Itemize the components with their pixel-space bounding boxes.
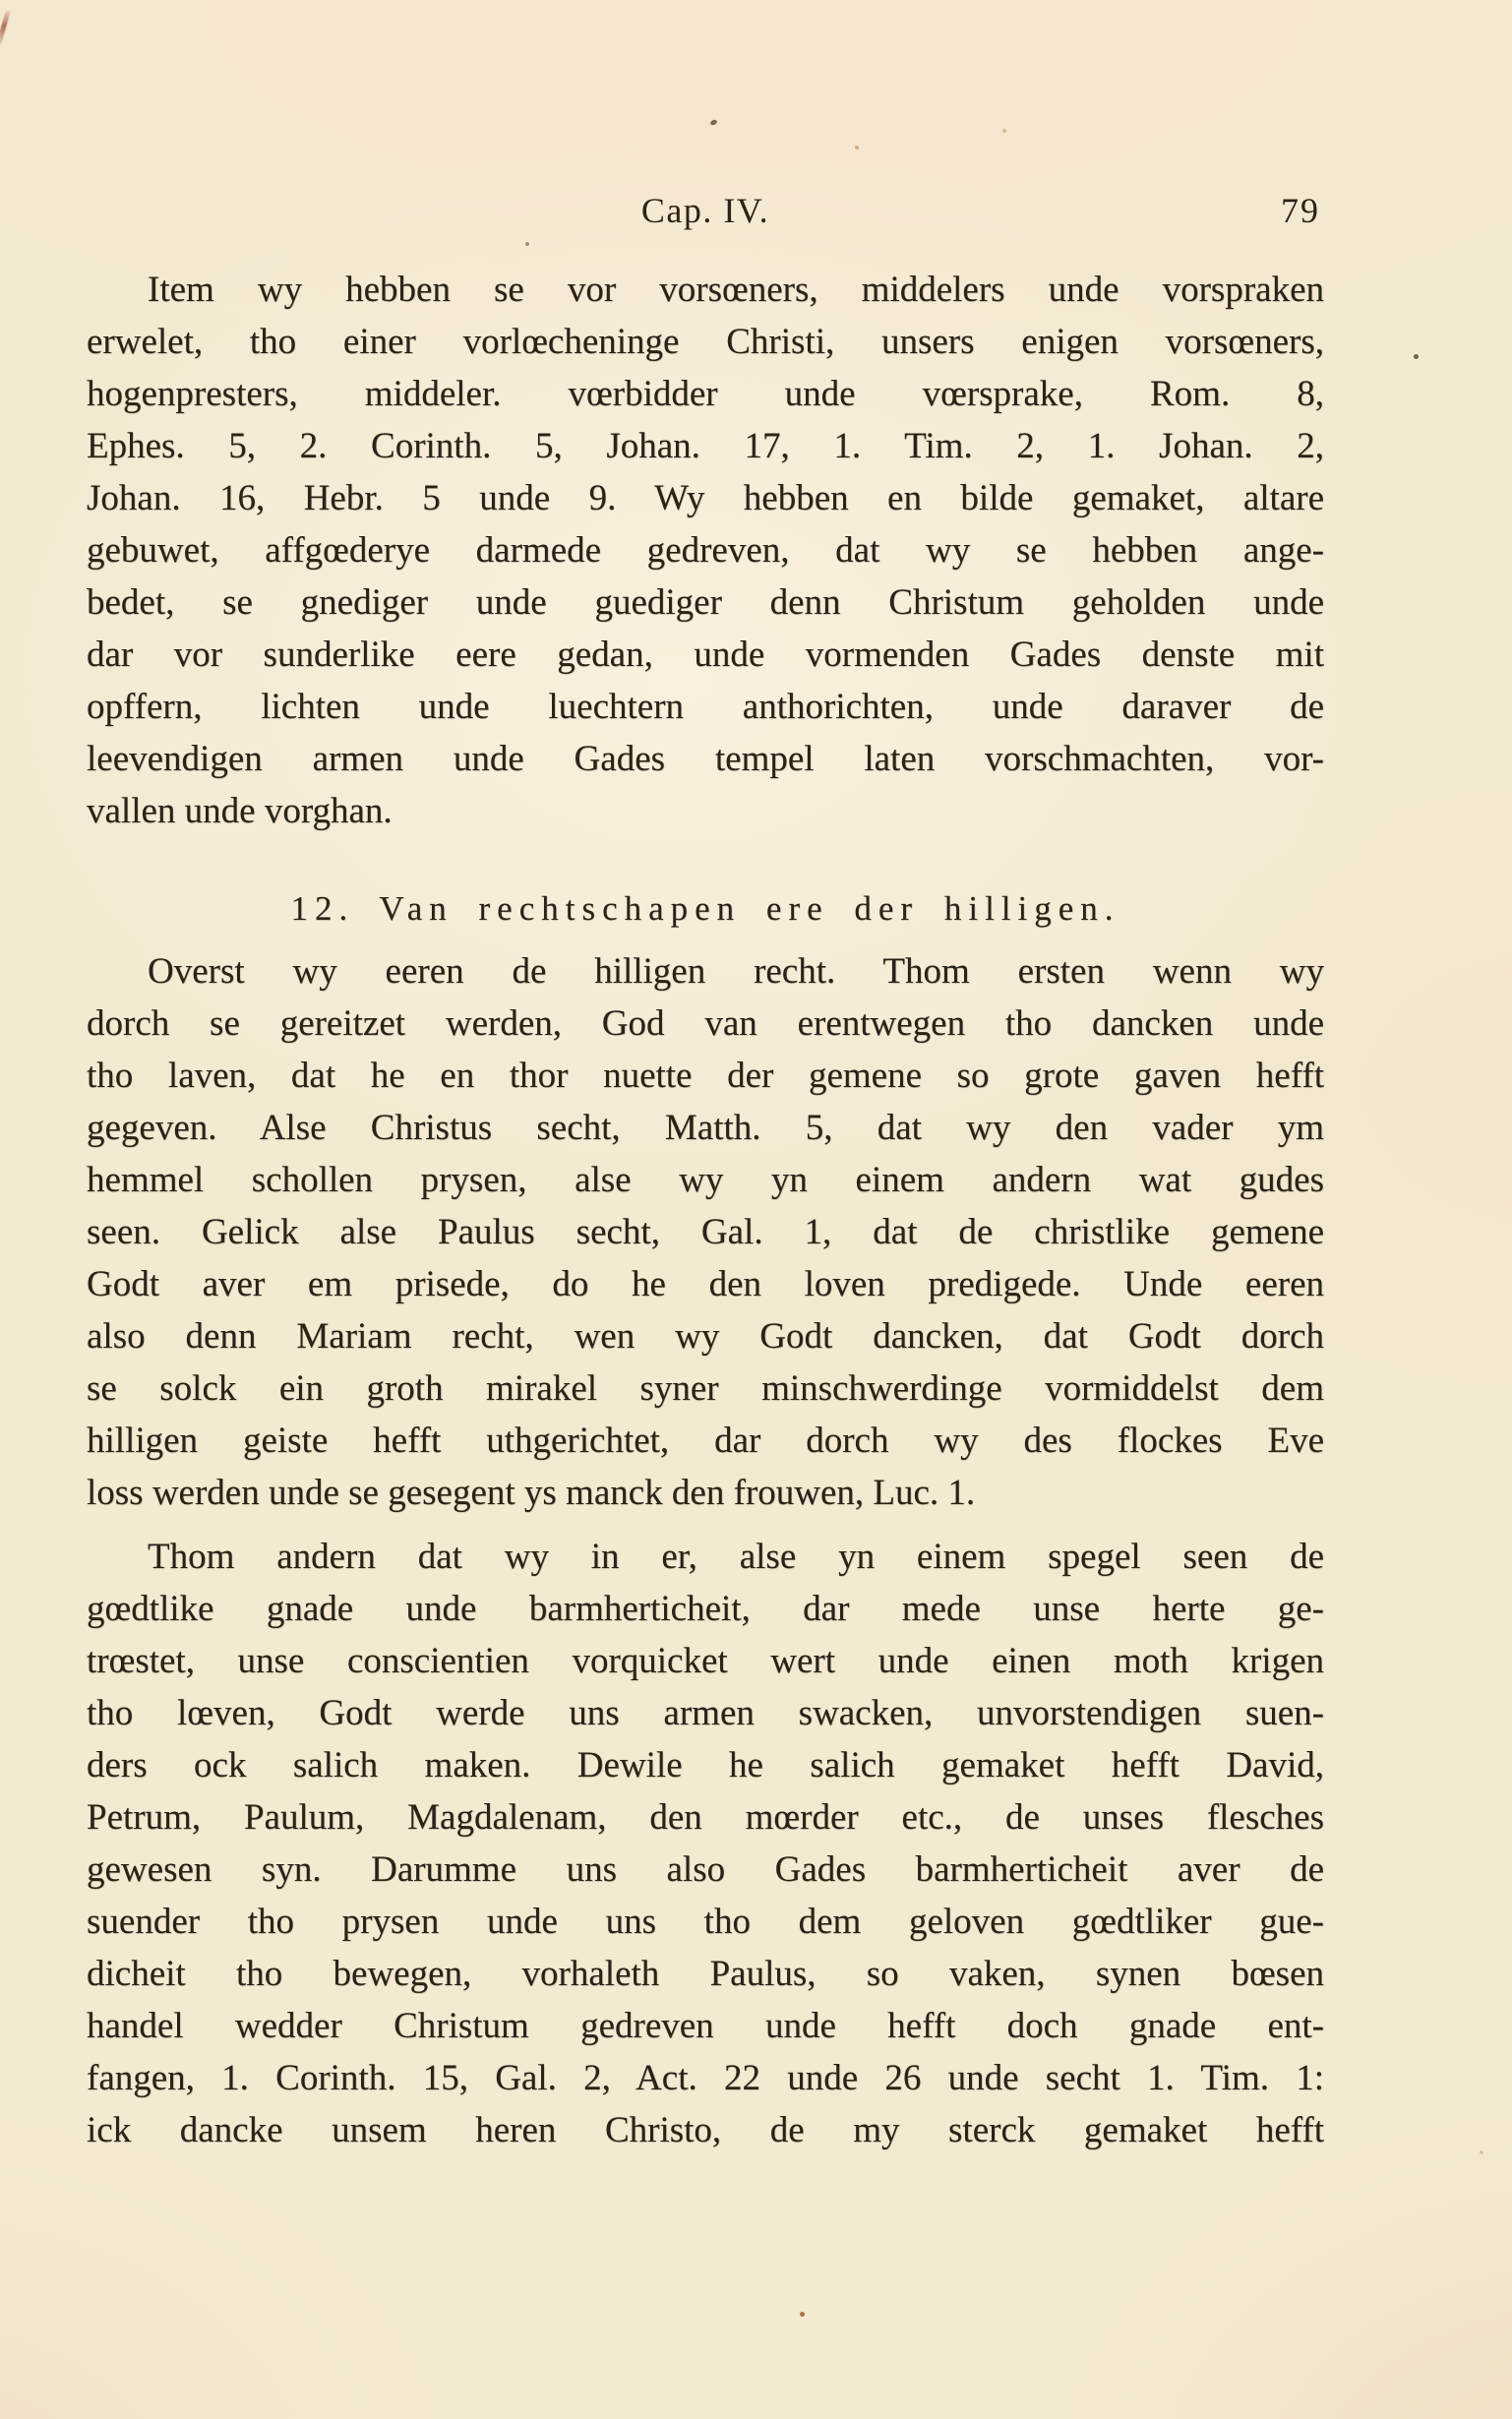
text-line: tho laven, dat he en thor nuette der gemene so grote gaven hefft — [87, 1056, 1324, 1096]
paragraph-intercessors — [87, 264, 1324, 837]
text-line: trœstet, unse conscientien vorquicket wert unde einen moth krigen — [87, 1641, 1324, 1681]
text-line: Ephes. 5, 2. Corinth. 5, Johan. 17, 1. Tim. 2, 1. Johan. 2, — [87, 426, 1324, 466]
text-line: gebuwet, affgœderye darmede gedreven, dat wy se hebben ange- — [87, 530, 1324, 571]
text-line: opffern, lichten unde luechtern anthorichten, unde daraver de — [87, 687, 1324, 727]
running-chapter-title: Cap. IV. — [640, 191, 770, 230]
text-line: Johan. 16, Hebr. 5 unde 9. Wy hebben en bilde gemaket, altare — [87, 478, 1324, 518]
text-line: vallen unde vorghan. — [87, 791, 393, 831]
text-line: dorch se gereitzet werden, God van erentwegen tho dancken unde — [87, 1003, 1324, 1044]
text-line: ders ock salich maken. Dewile he salich gemaket hefft David, — [87, 1745, 1324, 1785]
page-number: 79 — [1281, 191, 1320, 230]
text-line: ick dancke unsem heren Christo, de my sterck gemaket hefft — [87, 2110, 1324, 2150]
page-header — [87, 187, 1324, 236]
paragraph-honoring-saints — [87, 945, 1324, 1519]
text-line: gewesen syn. Darumme uns also Gades barmherticheit aver de — [87, 1849, 1324, 1890]
text-line: handel wedder Christum gedreven unde hefft doch gnade ent- — [87, 2006, 1324, 2046]
text-line: leevendigen armen unde Gades tempel laten vorschmachten, vor- — [87, 739, 1324, 779]
paper-speck — [1480, 2150, 1483, 2154]
paper-speck — [855, 146, 859, 150]
text-line: fangen, 1. Corinth. 15, Gal. 2, Act. 22 unde 26 unde secht 1. Tim. 1: — [87, 2058, 1324, 2098]
paper-speck — [525, 242, 529, 246]
text-line: dicheit tho bewegen, vorhaleth Paulus, so vaken, synen bœsen — [87, 1954, 1324, 1994]
text-line: seen. Gelick alse Paulus secht, Gal. 1, dat de christlike gemene — [87, 1212, 1324, 1252]
red-ink-mark — [0, 10, 11, 45]
section-heading: 12. Van rechtschapen ere der hilligen. — [290, 889, 1120, 928]
text-line: Godt aver em prisede, do he den loven predigede. Unde eeren — [87, 1264, 1324, 1304]
text-line: dar vor sunderlike eere gedan, unde vormenden Gades denste mit — [87, 635, 1324, 675]
text-line: hogenpresters, middeler. vœrbidder unde vœrsprake, Rom. 8, — [87, 374, 1324, 414]
paragraph-mirror-of-grace — [87, 1531, 1324, 2156]
paper-speck — [800, 2312, 805, 2317]
text-line: loss werden unde se gesegent ys manck den frouwen, Luc. 1. — [87, 1473, 976, 1513]
text-line: erwelet, tho einer vorlœcheninge Christi, unsers enigen vorsœners, — [87, 322, 1324, 362]
text-line: tho lœven, Godt werde uns armen swacken, unvorstendigen suen- — [87, 1693, 1324, 1733]
text-line: Overst wy eeren de hilligen recht. Thom ersten wenn wy — [148, 951, 1324, 992]
text-line: hemmel schollen prysen, alse wy yn einem andern wat gudes — [87, 1160, 1324, 1200]
text-line: se solck ein groth mirakel syner minschwerdinge vormiddelst dem — [87, 1368, 1324, 1409]
paper-speck — [709, 119, 717, 126]
paper-speck — [1002, 129, 1006, 133]
text-line: Thom andern dat wy in er, alse yn einem spegel seen de — [148, 1537, 1324, 1577]
text-line: bedet, se gnediger unde guediger denn Christum geholden unde — [87, 582, 1324, 623]
text-line: gœdtlike gnade unde barmherticheit, dar mede unse herte ge- — [87, 1589, 1324, 1629]
text-line: hilligen geiste hefft uthgerichtet, dar dorch wy des flockes Eve — [87, 1421, 1324, 1461]
text-line: suender tho prysen unde uns tho dem geloven gœdtliker gue- — [87, 1902, 1324, 1942]
text-line: Petrum, Paulum, Magdalenam, den mœrder etc., de unses flesches — [87, 1797, 1324, 1838]
text-line: also denn Mariam recht, wen wy Godt dancken, dat Godt dorch — [87, 1316, 1324, 1357]
text-line: gegeven. Alse Christus secht, Matth. 5, dat wy den vader ym — [87, 1108, 1324, 1148]
text-line: Item wy hebben se vor vorsœners, middelers unde vorspraken — [148, 270, 1324, 310]
paper-speck — [1414, 354, 1419, 359]
